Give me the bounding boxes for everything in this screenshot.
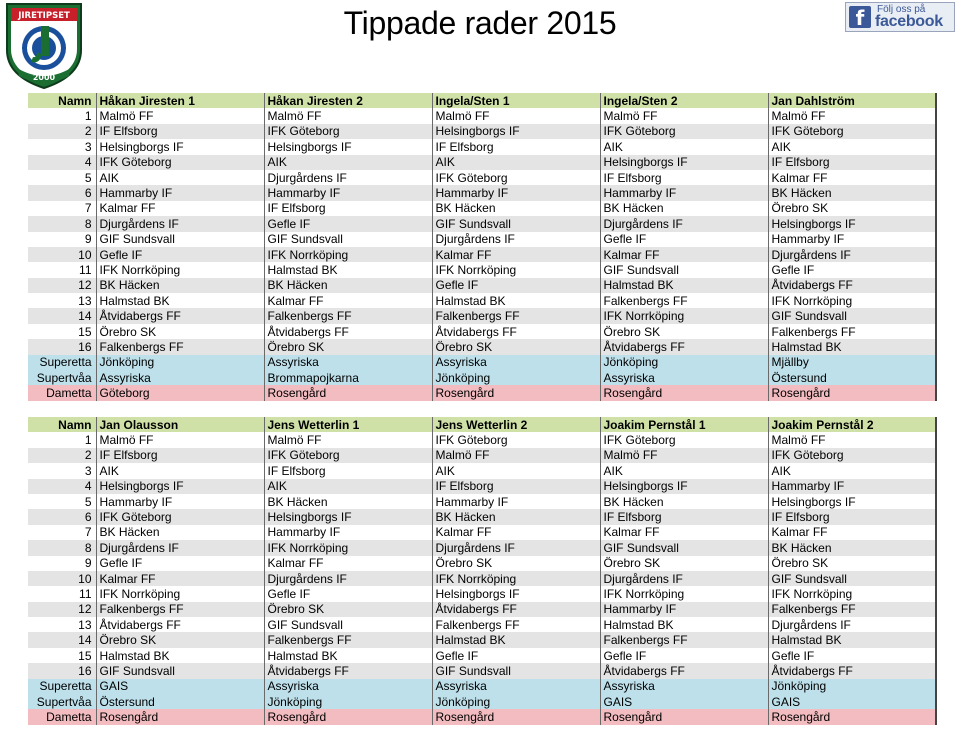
row-label: 1 — [28, 108, 96, 123]
table-cell: Örebro SK — [600, 324, 768, 339]
table-cell: Östersund — [768, 370, 936, 385]
header-row — [28, 93, 936, 108]
logo-year: 2000 — [32, 73, 56, 82]
table-cell: Rosengård — [600, 385, 768, 400]
table-cell: Falkenbergs FF — [432, 617, 600, 632]
row-label: 8 — [28, 216, 96, 231]
table-cell: IFK Norrköping — [264, 540, 432, 555]
table-row — [28, 556, 936, 571]
table-cell: Halmstad BK — [96, 293, 264, 308]
table-row — [28, 201, 936, 216]
table-cell: Helsingborgs IF — [432, 586, 600, 601]
table-cell: Kalmar FF — [768, 170, 936, 185]
table-row — [28, 247, 936, 262]
table-cell: Gefle IF — [432, 278, 600, 293]
table-cell: Falkenbergs FF — [600, 293, 768, 308]
row-label: 12 — [28, 278, 96, 293]
table-cell: Gefle IF — [600, 648, 768, 663]
table-row — [28, 648, 936, 663]
table-cell: IF Elfsborg — [96, 124, 264, 139]
table-cell: Gefle IF — [600, 232, 768, 247]
table-cell: Hammarby IF — [768, 232, 936, 247]
table-cell: BK Häcken — [600, 201, 768, 216]
table-cell: Djurgårdens IF — [432, 232, 600, 247]
table-cell: Hammarby IF — [432, 185, 600, 200]
row-label: 11 — [28, 586, 96, 601]
table-cell: Åtvidabergs FF — [264, 324, 432, 339]
row-label: 14 — [28, 308, 96, 323]
table-cell: GIF Sundsvall — [768, 308, 936, 323]
table-cell: IFK Göteborg — [432, 432, 600, 447]
table-cell: Halmstad BK — [432, 293, 600, 308]
table-cell: Helsingborgs IF — [600, 479, 768, 494]
table-cell: Kalmar FF — [264, 293, 432, 308]
table-cell: Djurgårdens IF — [768, 247, 936, 262]
table-cell: Håkan Jiresten 1 — [96, 93, 264, 108]
table-cell: Assyriska — [264, 355, 432, 370]
table-row — [28, 339, 936, 354]
table-row — [28, 432, 936, 447]
table-cell: IFK Norrköping — [96, 586, 264, 601]
table-cell: Malmö FF — [600, 108, 768, 123]
table-cell: GIF Sundsvall — [432, 216, 600, 231]
row-label: 7 — [28, 201, 96, 216]
row-label: 13 — [28, 617, 96, 632]
table-cell: Jan Dahlström — [768, 93, 936, 108]
table-cell: Falkenbergs FF — [768, 602, 936, 617]
damettan-row — [28, 385, 936, 400]
table-cell: IFK Göteborg — [768, 448, 936, 463]
table-cell: Jens Wetterlin 1 — [264, 417, 432, 432]
table-row — [28, 602, 936, 617]
table-cell: Rosengård — [432, 385, 600, 400]
table-cell: AIK — [600, 463, 768, 478]
table-cell: IFK Norrköping — [600, 308, 768, 323]
table-cell: AIK — [96, 463, 264, 478]
table-cell: Jönköping — [432, 370, 600, 385]
table-cell: GIF Sundsvall — [264, 232, 432, 247]
table-cell: Rosengård — [264, 709, 432, 724]
table-cell: IFK Norrköping — [96, 262, 264, 277]
table-row — [28, 124, 936, 139]
table-cell: IF Elfsborg — [432, 139, 600, 154]
table-row — [28, 232, 936, 247]
table-cell: Assyriska — [96, 370, 264, 385]
table-cell: Assyriska — [600, 679, 768, 694]
table-cell: GIF Sundsvall — [96, 232, 264, 247]
header-row — [28, 417, 936, 432]
table-row — [28, 509, 936, 524]
row-label: 15 — [28, 324, 96, 339]
row-label: 10 — [28, 247, 96, 262]
row-label: 2 — [28, 124, 96, 139]
table-cell: Jönköping — [768, 679, 936, 694]
table-cell: Mjällby — [768, 355, 936, 370]
table-cell: Rosengård — [768, 709, 936, 724]
table-cell: Örebro SK — [432, 556, 600, 571]
table-cell: Kalmar FF — [600, 525, 768, 540]
table-cell: BK Häcken — [432, 509, 600, 524]
table-row — [28, 448, 936, 463]
table-cell: Kalmar FF — [264, 556, 432, 571]
table-cell: Halmstad BK — [432, 632, 600, 647]
facebook-icon: f — [849, 6, 871, 28]
row-label: Namn — [28, 93, 96, 108]
row-label: 8 — [28, 540, 96, 555]
row-label: 6 — [28, 509, 96, 524]
table-cell: BK Häcken — [600, 494, 768, 509]
page-title: Tippade rader 2015 — [343, 5, 617, 41]
table-row — [28, 155, 936, 170]
table-cell: Halmstad BK — [768, 339, 936, 354]
table-cell: Malmö FF — [96, 108, 264, 123]
facebook-line1: Följ oss på — [877, 4, 926, 15]
table-cell: Helsingborgs IF — [96, 139, 264, 154]
table-cell: Helsingborgs IF — [432, 124, 600, 139]
table-row — [28, 185, 936, 200]
table-cell: Kalmar FF — [96, 201, 264, 216]
table-cell: Halmstad BK — [768, 632, 936, 647]
table-row — [28, 278, 936, 293]
row-label: 3 — [28, 139, 96, 154]
logo-text: JIRETIPSET — [18, 11, 70, 21]
row-label: 9 — [28, 556, 96, 571]
table-cell: AIK — [768, 463, 936, 478]
table-cell: Åtvidabergs FF — [768, 278, 936, 293]
table-cell: Rosengård — [96, 709, 264, 724]
table-cell: Åtvidabergs FF — [96, 617, 264, 632]
table-cell: Assyriska — [600, 370, 768, 385]
table-cell: IFK Göteborg — [96, 509, 264, 524]
table-cell: Jönköping — [264, 694, 432, 709]
row-label: Superetta — [28, 355, 96, 370]
table-cell: Gefle IF — [96, 247, 264, 262]
table-cell: BK Häcken — [768, 540, 936, 555]
row-label: 3 — [28, 463, 96, 478]
table-row — [28, 663, 936, 678]
table-cell: AIK — [432, 155, 600, 170]
table-cell: Helsingborgs IF — [768, 494, 936, 509]
table-cell: Jönköping — [432, 694, 600, 709]
table-cell: Hammarby IF — [600, 602, 768, 617]
table-cell: Hammarby IF — [96, 185, 264, 200]
table-cell: Hammarby IF — [264, 185, 432, 200]
table-cell: Åtvidabergs FF — [600, 663, 768, 678]
table-cell: Brommapojkarna — [264, 370, 432, 385]
table-cell: BK Häcken — [768, 185, 936, 200]
table-cell: Djurgårdens IF — [600, 571, 768, 586]
table-cell: Åtvidabergs FF — [432, 602, 600, 617]
table-cell: Halmstad BK — [264, 648, 432, 663]
table-cell: Kalmar FF — [432, 525, 600, 540]
row-label: 12 — [28, 602, 96, 617]
table-cell: IFK Norrköping — [600, 586, 768, 601]
table-cell: IFK Göteborg — [96, 155, 264, 170]
table-cell: IF Elfsborg — [768, 155, 936, 170]
table-cell: Hammarby IF — [768, 479, 936, 494]
table-row — [28, 216, 936, 231]
row-label: 7 — [28, 525, 96, 540]
facebook-follow-button[interactable] — [845, 2, 955, 32]
table-cell: Djurgårdens IF — [768, 617, 936, 632]
table-cell: IFK Norrköping — [264, 247, 432, 262]
table-cell: Örebro SK — [432, 339, 600, 354]
table-cell: Kalmar FF — [432, 247, 600, 262]
table-cell: IFK Norrköping — [768, 293, 936, 308]
table-cell: IFK Göteborg — [768, 124, 936, 139]
row-label: 1 — [28, 432, 96, 447]
table-cell: IF Elfsborg — [600, 509, 768, 524]
table-cell: AIK — [96, 170, 264, 185]
predictions-table-2 — [28, 417, 937, 725]
table-cell: IF Elfsborg — [600, 170, 768, 185]
row-label: 4 — [28, 479, 96, 494]
row-label: 4 — [28, 155, 96, 170]
table-cell: Ingela/Sten 2 — [600, 93, 768, 108]
table-cell: Assyriska — [432, 679, 600, 694]
superettan-row — [28, 355, 936, 370]
table-cell: Örebro SK — [768, 201, 936, 216]
table-cell: Gefle IF — [96, 556, 264, 571]
table-cell: Rosengård — [432, 709, 600, 724]
table-cell: Malmö FF — [768, 432, 936, 447]
table-cell: AIK — [432, 463, 600, 478]
row-label: Dametta — [28, 709, 96, 724]
row-label: 2 — [28, 448, 96, 463]
row-label: 10 — [28, 571, 96, 586]
table-cell: Falkenbergs FF — [264, 632, 432, 647]
table-cell: AIK — [600, 139, 768, 154]
damettan-row — [28, 709, 936, 724]
table-cell: Ingela/Sten 1 — [432, 93, 600, 108]
table-cell: GIF Sundsvall — [432, 663, 600, 678]
table-cell: BK Häcken — [432, 201, 600, 216]
table-cell: Åtvidabergs FF — [264, 663, 432, 678]
table-cell: Malmö FF — [264, 108, 432, 123]
table-cell: Jönköping — [96, 355, 264, 370]
table-cell: IFK Norrköping — [432, 571, 600, 586]
table-cell: IFK Göteborg — [600, 432, 768, 447]
table-row — [28, 494, 936, 509]
table-cell: Gefle IF — [432, 648, 600, 663]
table-cell: GIF Sundsvall — [264, 617, 432, 632]
table-cell: Jens Wetterlin 2 — [432, 417, 600, 432]
row-label: Supertvåa — [28, 370, 96, 385]
table-row — [28, 571, 936, 586]
table-row — [28, 632, 936, 647]
table-cell: AIK — [264, 155, 432, 170]
table-cell: IF Elfsborg — [264, 201, 432, 216]
predictions-table-1 — [28, 93, 937, 401]
table-cell: Hammarby IF — [264, 525, 432, 540]
table-cell: Falkenbergs FF — [96, 602, 264, 617]
row-label: 5 — [28, 494, 96, 509]
table-cell: Djurgårdens IF — [432, 540, 600, 555]
table-cell: Djurgårdens IF — [96, 540, 264, 555]
table-cell: Falkenbergs FF — [600, 632, 768, 647]
table-cell: BK Häcken — [264, 494, 432, 509]
table-cell: Hammarby IF — [432, 494, 600, 509]
table-cell: GIF Sundsvall — [600, 540, 768, 555]
table-cell: IFK Norrköping — [768, 586, 936, 601]
table-cell: Hammarby IF — [600, 185, 768, 200]
table-cell: Hammarby IF — [96, 494, 264, 509]
table-cell: GAIS — [96, 679, 264, 694]
table-cell: Gefle IF — [768, 262, 936, 277]
table-cell: Kalmar FF — [600, 247, 768, 262]
table-cell: Örebro SK — [600, 556, 768, 571]
row-label: 16 — [28, 339, 96, 354]
table-cell: BK Häcken — [96, 525, 264, 540]
table-cell: AIK — [768, 139, 936, 154]
table-cell: GIF Sundsvall — [600, 262, 768, 277]
row-label: 6 — [28, 185, 96, 200]
row-label: 14 — [28, 632, 96, 647]
table-row — [28, 293, 936, 308]
table-cell: Helsingborgs IF — [600, 155, 768, 170]
table-cell: IF Elfsborg — [432, 479, 600, 494]
row-label: 11 — [28, 262, 96, 277]
table-row — [28, 540, 936, 555]
row-label: 15 — [28, 648, 96, 663]
table-cell: Östersund — [96, 694, 264, 709]
table-cell: Göteborg — [96, 385, 264, 400]
table-row — [28, 262, 936, 277]
table-cell: Gefle IF — [264, 586, 432, 601]
row-label: Superetta — [28, 679, 96, 694]
superettan-row — [28, 694, 936, 709]
table-row — [28, 586, 936, 601]
table-cell: Helsingborgs IF — [264, 139, 432, 154]
table-cell: Gefle IF — [768, 648, 936, 663]
table-cell: Kalmar FF — [768, 525, 936, 540]
table-cell: Örebro SK — [96, 632, 264, 647]
table-cell: Jan Olausson — [96, 417, 264, 432]
table-cell: Håkan Jiresten 2 — [264, 93, 432, 108]
table-cell: Malmö FF — [600, 448, 768, 463]
table-row — [28, 617, 936, 632]
row-label: 9 — [28, 232, 96, 247]
table-cell: Joakim Pernstål 2 — [768, 417, 936, 432]
table-cell: Åtvidabergs FF — [768, 663, 936, 678]
table-cell: IFK Göteborg — [432, 170, 600, 185]
table-row — [28, 324, 936, 339]
facebook-line2: facebook — [875, 13, 943, 30]
table-cell: IFK Göteborg — [264, 124, 432, 139]
table-cell: Malmö FF — [264, 432, 432, 447]
table-cell: IFK Göteborg — [264, 448, 432, 463]
table-cell: Joakim Pernstål 1 — [600, 417, 768, 432]
row-label: 13 — [28, 293, 96, 308]
table-cell: Åtvidabergs FF — [600, 339, 768, 354]
table-cell: Åtvidabergs FF — [432, 324, 600, 339]
table-cell: Helsingborgs IF — [264, 509, 432, 524]
table-cell: IFK Norrköping — [432, 262, 600, 277]
table-cell: Örebro SK — [96, 324, 264, 339]
table-row — [28, 170, 936, 185]
table-cell: IF Elfsborg — [264, 463, 432, 478]
table-cell: Halmstad BK — [96, 648, 264, 663]
table-cell: Örebro SK — [768, 556, 936, 571]
table-row — [28, 108, 936, 123]
table-cell: Assyriska — [264, 679, 432, 694]
table-cell: Halmstad BK — [600, 278, 768, 293]
row-label: 16 — [28, 663, 96, 678]
table-cell: Djurgårdens IF — [96, 216, 264, 231]
table-cell: GAIS — [600, 694, 768, 709]
table-cell: Kalmar FF — [96, 571, 264, 586]
table-cell: Falkenbergs FF — [432, 308, 600, 323]
table-cell: Assyriska — [432, 355, 600, 370]
table-cell: IF Elfsborg — [768, 509, 936, 524]
table-cell: Malmö FF — [768, 108, 936, 123]
table-cell: Örebro SK — [264, 339, 432, 354]
table-cell: GAIS — [768, 694, 936, 709]
table-cell: Djurgårdens IF — [264, 571, 432, 586]
table-cell: Halmstad BK — [600, 617, 768, 632]
table-cell: BK Häcken — [264, 278, 432, 293]
table-cell: Helsingborgs IF — [96, 479, 264, 494]
table-cell: Åtvidabergs FF — [96, 308, 264, 323]
superettan-row — [28, 370, 936, 385]
table-cell: Rosengård — [768, 385, 936, 400]
table-cell: Jönköping — [600, 355, 768, 370]
table-cell: Gefle IF — [264, 216, 432, 231]
table-cell: Halmstad BK — [264, 262, 432, 277]
table-cell: Rosengård — [600, 709, 768, 724]
row-label: Supertvåa — [28, 694, 96, 709]
table-cell: BK Häcken — [96, 278, 264, 293]
table-cell: Malmö FF — [432, 108, 600, 123]
table-row — [28, 308, 936, 323]
table-cell: Falkenbergs FF — [96, 339, 264, 354]
row-label: Dametta — [28, 385, 96, 400]
table-cell: GIF Sundsvall — [768, 571, 936, 586]
table-cell: Helsingborgs IF — [768, 216, 936, 231]
table-cell: IFK Göteborg — [600, 124, 768, 139]
table-row — [28, 479, 936, 494]
table-cell: GIF Sundsvall — [96, 663, 264, 678]
row-label: 5 — [28, 170, 96, 185]
table-cell: Rosengård — [264, 385, 432, 400]
table-cell: Malmö FF — [96, 432, 264, 447]
table-cell: Falkenbergs FF — [264, 308, 432, 323]
table-cell: Falkenbergs FF — [768, 324, 936, 339]
table-cell: Örebro SK — [264, 602, 432, 617]
table-row — [28, 463, 936, 478]
table-row — [28, 139, 936, 154]
row-label: Namn — [28, 417, 96, 432]
table-cell: Malmö FF — [432, 448, 600, 463]
table-cell: AIK — [264, 479, 432, 494]
superettan-row — [28, 679, 936, 694]
table-row — [28, 525, 936, 540]
table-cell: Djurgårdens IF — [264, 170, 432, 185]
table-cell: IF Elfsborg — [96, 448, 264, 463]
table-cell: Djurgårdens IF — [600, 216, 768, 231]
